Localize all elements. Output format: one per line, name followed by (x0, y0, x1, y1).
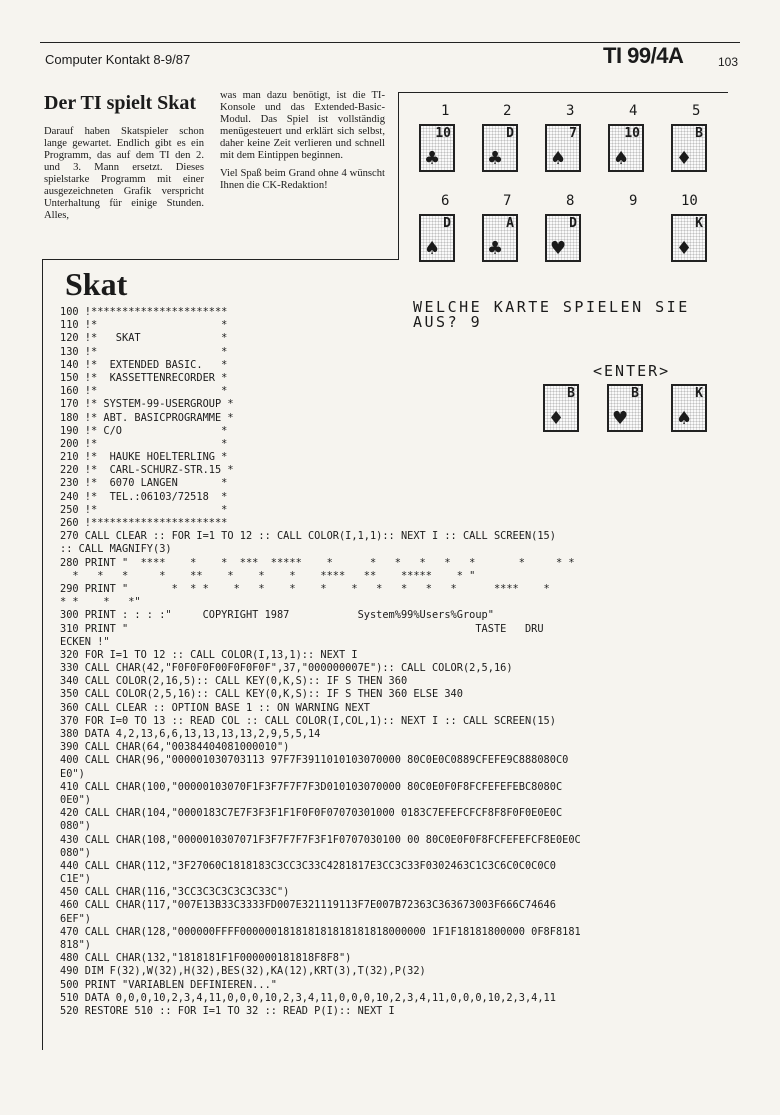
code-line: 210 !* HAUKE HOELTERLING * (60, 451, 228, 464)
code-line: 390 CALL CHAR(64,"00384404081000010") (60, 741, 290, 754)
card-number: 8 (566, 193, 575, 209)
card-number: 6 (441, 193, 450, 209)
code-line: 340 CALL COLOR(2,16,5):: CALL KEY(0,K,S):: IF S THEN 360 (60, 675, 408, 688)
game-prompt: WELCHE KARTE SPIELEN SIE AUS? 9 (413, 298, 690, 331)
code-line: 6EF") (60, 912, 91, 925)
card-rank: B (695, 126, 703, 141)
code-line: 450 CALL CHAR(116,"3CC3C3C3C3C3C33C") (60, 886, 290, 899)
article-column-1 (44, 126, 204, 222)
code-line: ECKEN !" (60, 635, 110, 648)
code-line: 270 CALL CLEAR :: FOR I=1 TO 12 :: CALL COLOR(I,1,1):: NEXT I :: CALL SCREEN(15) (60, 530, 556, 543)
code-line: C1E") (60, 873, 91, 886)
card-number: 2 (503, 103, 512, 119)
card-rank: D (569, 216, 577, 231)
code-line: 350 CALL COLOR(2,5,16):: CALL KEY(0,K,S):: IF S THEN 360 ELSE 340 (60, 688, 463, 701)
card-rank: D (506, 126, 514, 141)
code-line: 510 DATA 0,0,0,10,2,3,4,11,0,0,0,10,2,3,4,11,0,0,0,10,2,3,4,11,0,0,0,10,2,3,4,11 (60, 991, 556, 1004)
code-line: E0") (60, 767, 85, 780)
code-line: 370 FOR I=0 TO 13 :: READ COL :: CALL COLOR(I,COL,1):: NEXT I :: CALL SCREEN(15) (60, 714, 556, 727)
playing-card[interactable] (545, 124, 581, 172)
code-line: 110 !* * (60, 319, 228, 332)
card-rank: 10 (624, 126, 640, 141)
card-rank: B (567, 386, 575, 401)
card-rank: K (695, 386, 703, 401)
code-line: 520 RESTORE 510 :: FOR I=1 TO 32 :: READ P(I):: NEXT I (60, 1004, 395, 1017)
code-line: 300 PRINT : : : :" COPYRIGHT 1987 System%99%Users%Group" (60, 609, 494, 622)
code-line: 100 !********************** (60, 306, 228, 318)
card-rank: B (631, 386, 639, 401)
code-line: 480 CALL CHAR(132,"1818181F1F000000181818F8F8") (60, 952, 352, 965)
frame-line (398, 92, 728, 93)
frame-line (42, 259, 398, 260)
playing-card[interactable] (671, 214, 707, 262)
card-number: 1 (441, 103, 450, 119)
card-rank: K (695, 216, 703, 231)
code-line: 440 CALL CHAR(112,"3F27060C1818183C3CC3C33C4281817E3CC3C33F0302463C1C3C6C0C0C0C0 (60, 859, 556, 872)
frame-line (42, 259, 43, 1050)
spade-suit-icon: ♠ (676, 408, 693, 429)
code-line: 410 CALL CHAR(100,"00000103070F1F3F7F7F7F3D010103070000 80C0E0F0F8FCFEFEFEBC8080C (60, 780, 563, 793)
playing-card[interactable] (419, 124, 455, 172)
playing-card[interactable] (608, 124, 644, 172)
playing-card[interactable] (419, 214, 455, 262)
code-line: * * * *" (60, 596, 141, 609)
code-line: 430 CALL CHAR(108,"0000010307071F3F7F7F7F3F1F0707030100 00 80C0E0F0F8FCFEFEFCF8E0E0C (60, 833, 581, 846)
code-line: 470 CALL CHAR(128,"000000FFFF000000181818181818181818000000 1F1F18181800000 0F8F8181 (60, 925, 581, 938)
card-number: 4 (629, 103, 638, 119)
club-suit-icon: ♣ (487, 238, 504, 259)
article-paragraph: was man dazu benötigt, ist die TI-Konsole und das Extended-Basic-Modul. Das Spiel ist vollständig menügesteuert und erklärt sich selbst, daher keine Zeit verlieren und schnell mit dem Eintippen beginnen. (220, 90, 385, 161)
code-line: 140 !* EXTENDED BASIC. * (60, 358, 228, 371)
playing-card[interactable] (482, 214, 518, 262)
club-suit-icon: ♣ (424, 148, 441, 169)
code-line: 170 !* SYSTEM-99-USERGROUP * (60, 398, 234, 411)
heart-suit-icon: ♥ (550, 238, 567, 259)
page-number: 103 (718, 55, 739, 69)
heart-suit-icon: ♥ (612, 408, 629, 429)
magazine-issue: Computer Kontakt 8-9/87 (45, 52, 191, 67)
code-line: 260 !********************** (60, 517, 228, 529)
code-line: 080") (60, 846, 91, 859)
card-rank: D (443, 216, 451, 231)
article-column-2 (220, 90, 385, 198)
frame-line (398, 92, 399, 260)
code-line: 320 FOR I=1 TO 12 :: CALL COLOR(I,13,1):: NEXT I (60, 648, 358, 661)
article-paragraph: Darauf haben Skatspieler schon lange gewartet. Endlich gibt es ein Programm, das auf dem TI den 2. und 3. Mann ersetzt. Dieses spielstarke Programm mit einer ausgezeichneten Grafik verspricht Unterhaltung für einige Stunden. Alles, (44, 126, 204, 221)
code-line: 250 !* * (60, 503, 228, 516)
section-title: TI 99/4A (603, 43, 684, 68)
spade-suit-icon: ♠ (424, 238, 441, 259)
code-line: 230 !* 6070 LANGEN * (60, 477, 228, 490)
card-rank: 7 (569, 126, 577, 141)
code-line: 380 DATA 4,2,13,6,6,13,13,13,13,2,9,5,5,14 (60, 728, 321, 740)
club-suit-icon: ♣ (487, 148, 504, 169)
code-line: 200 !* * (60, 437, 228, 450)
code-line: 150 !* KASSETTENRECORDER * (60, 371, 228, 384)
playing-card[interactable] (545, 214, 581, 262)
card-number: 9 (629, 193, 638, 209)
card-rank: 10 (435, 126, 451, 141)
code-line: 280 PRINT " **** * * *** ***** * * * * * * * * * (60, 556, 575, 569)
code-line: 180 !* ABT. BASICPROGRAMME * (60, 411, 234, 424)
code-line: 420 CALL CHAR(104,"0000183C7E7F3F3F1F1F0F0F07070301000 0183C7EFEFCFCF8F8F0F0E0E0C (60, 807, 563, 820)
code-line: 290 PRINT " * * * * * * * * * * * * **** * (60, 582, 550, 595)
enter-prompt: <ENTER> (593, 362, 671, 380)
code-line: 330 CALL CHAR(42,"F0F0F0F00F0F0F0F",37,"000000007E"):: CALL COLOR(2,5,16) (60, 662, 513, 675)
code-line: 0E0") (60, 793, 91, 806)
article-paragraph: Viel Spaß beim Grand ohne 4 wünscht Ihnen die CK-Redaktion! (220, 168, 385, 191)
program-listing (60, 306, 725, 1018)
code-line: 190 !* C/O * (60, 424, 228, 437)
code-line: 160 !* * (60, 385, 228, 398)
code-line: * * * * ** * * * **** ** ***** * " (60, 569, 476, 582)
card-number: 7 (503, 193, 512, 209)
diamond-suit-icon: ♦ (676, 238, 693, 259)
code-line: 130 !* * (60, 345, 228, 358)
code-line: 490 DIM F(32),W(32),H(32),BES(32),KA(12),KRT(3),T(32),P(32) (60, 965, 426, 978)
code-line: 310 PRINT " TASTE DRU (60, 622, 544, 635)
card-number: 10 (681, 193, 698, 209)
card-rank: A (506, 216, 514, 231)
article-title: Der TI spielt Skat (44, 92, 197, 114)
code-line: 240 !* TEL.:06103/72518 * (60, 490, 228, 503)
code-line: :: CALL MAGNIFY(3) (60, 543, 172, 556)
playing-card[interactable] (482, 124, 518, 172)
code-line: 818") (60, 939, 91, 951)
code-line: 120 !* SKAT * (60, 332, 228, 345)
playing-card[interactable] (671, 124, 707, 172)
code-line: 220 !* CARL-SCHURZ-STR.15 * (60, 464, 234, 477)
listing-title: Skat (65, 266, 128, 302)
code-line: 460 CALL CHAR(117,"007E13B33C3333FD007E321119113F7E007B72363C363673003F666C74646 (60, 899, 556, 912)
spade-suit-icon: ♠ (613, 148, 630, 169)
card-number: 3 (566, 103, 575, 119)
spade-suit-icon: ♠ (550, 148, 567, 169)
card-number: 5 (692, 103, 701, 119)
diamond-suit-icon: ♦ (548, 408, 565, 429)
code-line: 400 CALL CHAR(96,"000001030703113 97F7F3911010103070000 80C0E0C0889CFEFE9C888080C0 (60, 754, 569, 767)
code-line: 500 PRINT "VARIABLEN DEFINIEREN..." (60, 978, 277, 991)
diamond-suit-icon: ♦ (676, 148, 693, 169)
code-line: 360 CALL CLEAR :: OPTION BASE 1 :: ON WARNING NEXT (60, 701, 370, 714)
code-line: 080") (60, 820, 91, 833)
